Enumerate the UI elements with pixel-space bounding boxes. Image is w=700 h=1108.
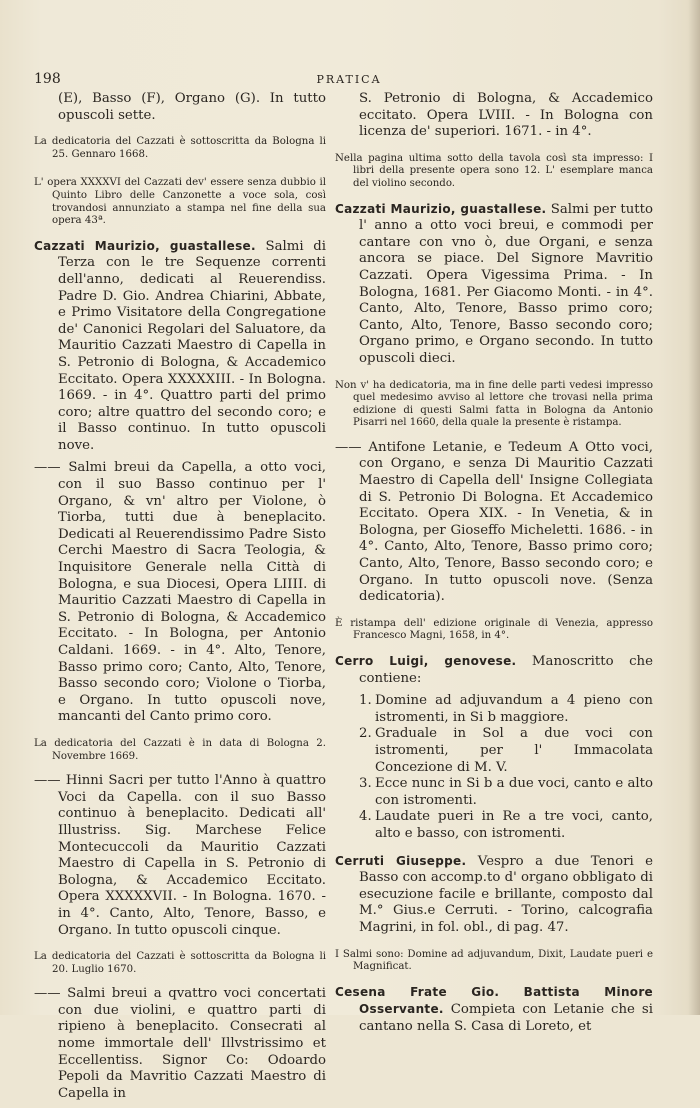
- bibliographic-note: La dedicatoria del Cazzati è sottoscritta da Bologna li 25. Gennaro 1668.: [34, 136, 326, 160]
- list-item-text: Ecce nunc in Si b a due voci, canto e alto con istromenti.: [375, 776, 653, 808]
- list-item-text: Domine ad adjuvandum a 4 pieno con istromenti, in Si b maggiore.: [375, 693, 653, 725]
- bibliographic-note: I Salmi sono: Domine ad adjuvandum, Dixit, Laudate pueri e Magnificat.: [335, 948, 653, 973]
- entry-text: —— Salmi breui a qvattro voci concertati con due violini, e quattro parti di ripieno à beneplacito. Consecrati al nome immortale dell' Illvstrissimo et Eccellentiss. Signor Co: Odoardo Pepoli da Mavritio Cazzati Maestro di Capella in: [34, 986, 326, 1101]
- catalog-subentry: [335, 440, 653, 606]
- list-item-text: Laudate pueri in Re a tre voci, canto, alto e basso, con istromenti.: [375, 809, 653, 841]
- catalog-subentry: [34, 986, 326, 1102]
- entry-heading: Cerro Luigi, genovese.: [335, 654, 517, 668]
- entry-text: —— Salmi breui da Capella, a otto voci, con il suo Basso continuo per l' Organo, & vn' altro per Violone, ò Tiorba, tutti due à beneplacito. Dedicati al Reuerendissimo Padre Sisto Cerchi Maestro di Sacra Teologia, & Inquisitore Generale nella Città di Bologna, e sua Diocesi, Opera LIIII. di Mauritio Cazzati Maestro di Capella in S. Petronio di Bologna, & Accademico Eccitato. - In Bologna, per Antonio Caldani. 1669. - in 4°. Alto, Tenore, Basso primo coro; Canto, Alto, Tenore, Basso secondo coro; Violone o Tiorba, e Organo. In tutto opuscoli nove, mancanti del Canto primo coro.: [34, 460, 326, 725]
- entry-text: Salmi di Terza con le tre Sequenze correnti dell'anno, dedicati al Reuerendiss. Padre D. Gio. Andrea Chiarini, Abbate, e Primo Visitatore della Congregatione de' Canonici Regolari del Saluatore, da Mauritio Cazzati Maestro di Capella in S. Petronio di Bologna, & Accademico Eccitato. Opera XXXXXIII. - In Bologna. 1669. - in 4°. Quattro parti del primo coro; altre quattro del secondo coro; e il Basso continuo. In tutto opuscoli nove.: [58, 238, 326, 453]
- bibliographic-note: Nella pagina ultima sotto della tavola così sta impresso: I libri della presente opera sono 12. L' esemplare manca del violino secondo.: [335, 152, 653, 189]
- entry-text: —— Antifone Letanie, e Tedeum A Otto voci, con Organo, e senza Di Mauritio Cazzati Maestro di Capella dell' Insigne Collegiata di S. Petronio Di Bologna. Et Accademico Eccitato. Opera XIX. - In Venetia, & in Bologna, per Gioseffo Micheletti. 1686. - in 4°. Canto, Alto, Tenore, Basso primo coro; Canto, Alto, Tenore, Basso secondo coro; e Organo. In tutto opuscoli nove. (Senza dedicatoria).: [335, 439, 653, 605]
- left-column: [34, 91, 326, 1108]
- list-item-number: 3.: [359, 776, 372, 792]
- entry-text: —— Hinni Sacri per tutto l'Anno à quattro Voci da Capella. con il suo Basso continuo à beneplacito. Dedicati all' Illustriss. Sig. Marchese Felice Montecuccoli da Mauritio Cazzati Maestro di Capella in S. Petronio di Bologna, & Accademico Eccitato. Opera XXXXXVII. - In Bologna. 1670. - in 4°. Canto, Alto, Tenore, Basso, e Organo. In tutto opuscoli cinque.: [34, 773, 326, 938]
- list-item: [335, 776, 653, 809]
- entry-text: Compieta con Letanie che si cantano nella S. Casa di Loreto, et: [359, 1002, 653, 1034]
- catalog-entry: [335, 201, 653, 368]
- entry-text: Vespro a due Tenori e Basso con accomp.to d' organo obbligato di esecuzione facile e brillante, composto dal M.° Gius.e Cerruti. - Torino, calcografia Magrini, in fol. obl., di pag. 47.: [359, 853, 653, 935]
- catalog-entry: [335, 984, 653, 1036]
- entry-heading: Cazzati Maurizio, guastallese.: [34, 238, 256, 253]
- list-item-number: 1.: [359, 693, 372, 709]
- list-item: [335, 726, 653, 776]
- entry-text: (E), Basso (F), Organo (G). In tutto opuscoli sette.: [58, 91, 326, 123]
- entry-text: Salmi per tutto l' anno a otto voci breui, e commodi per cantare con vno ò, due Organi, e senza ancora se piace. Del Signore Mavritio Cazzati. Opera Vigessima Prima. - In Bologna, 1681. Per Giacomo Monti. - in 4°. Canto, Alto, Tenore, Basso primo coro; Canto, Alto, Tenore, Basso secondo coro; Organo primo, e Organo secondo. In tutto opuscoli dieci.: [359, 201, 653, 366]
- entry-continuation: [335, 91, 653, 141]
- bibliographic-note: Non v' ha dedicatoria, ma in fine delle parti vedesi impresso quel medesimo avviso al lettore che trovasi nella prima edizione di questi Salmi fatta in Bologna da Antonio Pisarri nel 1660, della quale la presente è ristampa.: [335, 379, 653, 429]
- bibliographic-note: La dedicatoria del Cazzati è sottoscritta da Bologna li 20. Luglio 1670.: [34, 951, 326, 975]
- page-edge-shadow: [688, 0, 700, 1015]
- list-item-number: 4.: [359, 809, 372, 825]
- catalog-entry: [335, 653, 653, 687]
- contents-list: [335, 693, 653, 842]
- page-number: 198: [34, 71, 61, 87]
- running-title: PRATICA: [316, 73, 382, 86]
- entry-heading: Cazzati Maurizio, guastallese.: [335, 201, 547, 216]
- list-item: [335, 809, 653, 842]
- list-item-number: 2.: [359, 726, 372, 742]
- entry-heading: Cerruti Giuseppe.: [335, 853, 467, 868]
- entry-text: S. Petronio di Bologna, & Accademico eccitato. Opera LVIII. - In Bologna con licenza de' superiori. 1671. - in 4°.: [359, 91, 653, 140]
- entry-heading: Cesena Frate Gio. Battista Minore Osservante.: [335, 984, 653, 1017]
- bibliographic-note: L' opera XXXXVI del Cazzati dev' essere senza dubbio il Quinto Libro delle Canzonette a voce sola, così trovandosi annunziato a stampa nel fine della sua opera 43ª.: [34, 177, 326, 227]
- list-item-text: Graduale in Sol a due voci con istromenti, per l' Immacolata Concezione di M. V.: [375, 726, 653, 775]
- catalog-subentry: [34, 773, 326, 939]
- list-item: [335, 693, 653, 726]
- entry-text: Manoscritto che contiene:: [359, 654, 653, 686]
- entry-continuation: [34, 91, 326, 124]
- bibliographic-note: È ristampa dell' edizione originale di Venezia, appresso Francesco Magni, 1658, in 4°.: [335, 617, 653, 642]
- catalog-entry: [34, 238, 326, 455]
- right-column: [335, 91, 653, 1041]
- catalog-subentry: [34, 460, 326, 726]
- bibliographic-note: La dedicatoria del Cazzati è in data di Bologna 2. Novembre 1669.: [34, 737, 326, 762]
- catalog-entry: [335, 853, 653, 937]
- page-header: [34, 71, 664, 91]
